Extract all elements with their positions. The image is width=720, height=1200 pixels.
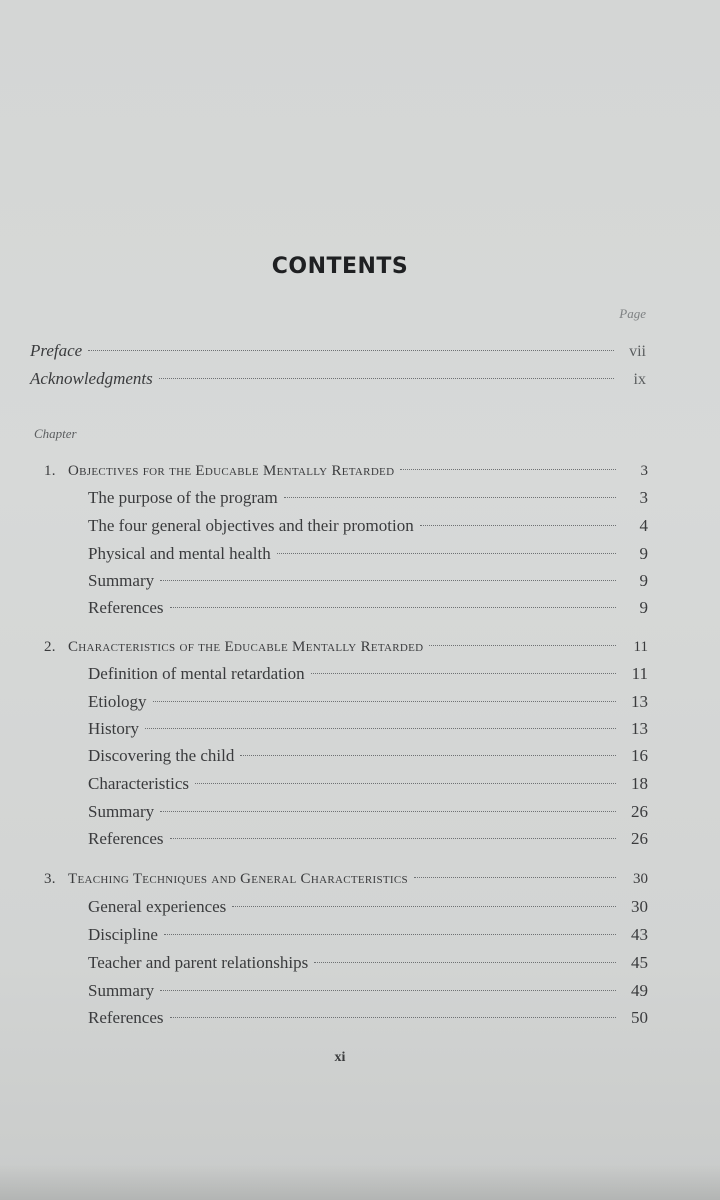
toc-section bbox=[88, 689, 648, 715]
toc-section-label: The four general objectives and their promotion bbox=[88, 516, 414, 535]
toc-entry-page: 43 bbox=[631, 925, 648, 944]
toc-chapter-1 bbox=[44, 458, 648, 484]
toc-entry-page: 30 bbox=[631, 897, 648, 916]
toc-entry-page: vii bbox=[629, 343, 646, 360]
toc-entry-page: 13 bbox=[631, 719, 648, 738]
toc-entry-page: 3 bbox=[640, 463, 648, 479]
toc-entry-page: 30 bbox=[633, 871, 648, 887]
dot-leader bbox=[232, 906, 616, 907]
dot-leader bbox=[160, 990, 616, 991]
toc-section bbox=[88, 799, 648, 825]
chapter-column-label: Chapter bbox=[34, 426, 77, 441]
toc-entry-page: 4 bbox=[639, 516, 648, 535]
toc-entry-page: 11 bbox=[631, 664, 648, 683]
dot-leader bbox=[170, 1017, 616, 1018]
toc-section bbox=[88, 716, 648, 742]
toc-section-label: Definition of mental retardation bbox=[88, 664, 305, 683]
toc-section-label: History bbox=[88, 719, 139, 738]
toc-entry-page: 18 bbox=[631, 774, 648, 793]
toc-entry-page: 50 bbox=[631, 1008, 648, 1027]
toc-chapter-2 bbox=[44, 634, 648, 660]
dot-leader bbox=[420, 525, 616, 526]
toc-section-label: References bbox=[88, 829, 164, 848]
dot-leader bbox=[400, 469, 616, 470]
toc-section bbox=[88, 826, 648, 852]
dot-leader bbox=[414, 877, 616, 878]
toc-section-label: References bbox=[88, 598, 164, 617]
toc-section bbox=[88, 743, 648, 769]
toc-entry-page: ix bbox=[633, 371, 646, 388]
dot-leader bbox=[240, 755, 616, 756]
dot-leader bbox=[277, 553, 616, 554]
toc-entry-page: 26 bbox=[631, 802, 648, 821]
toc-section-label: Characteristics bbox=[88, 774, 190, 793]
toc-section bbox=[88, 978, 648, 1004]
chapter-title: Characteristics of the Educable Mentally Retarded bbox=[68, 639, 424, 655]
toc-section-label: The purpose of the program bbox=[88, 488, 278, 507]
toc-section-label: Summary bbox=[88, 802, 155, 821]
toc-section-label: Summary bbox=[88, 571, 155, 590]
dot-leader bbox=[170, 838, 616, 839]
toc-section bbox=[88, 1005, 648, 1031]
toc-entry-label: Preface bbox=[30, 341, 83, 360]
toc-section bbox=[88, 485, 648, 511]
dot-leader bbox=[159, 378, 614, 379]
toc-entry-page: 16 bbox=[631, 746, 648, 765]
toc-section bbox=[88, 513, 648, 539]
toc-section bbox=[88, 541, 648, 567]
toc-chapter-3 bbox=[44, 866, 648, 892]
toc-section bbox=[88, 922, 648, 948]
page-number: xi bbox=[334, 1050, 346, 1065]
toc-section bbox=[88, 595, 648, 621]
chapter-number: 3. bbox=[44, 871, 56, 887]
toc-section-label: Physical and mental health bbox=[88, 544, 271, 563]
dot-leader bbox=[160, 580, 616, 581]
toc-entry-page: 26 bbox=[631, 829, 648, 848]
toc-section bbox=[88, 568, 648, 594]
toc-section-label: References bbox=[88, 1008, 164, 1027]
dot-leader bbox=[195, 783, 616, 784]
toc-entry-page: 9 bbox=[639, 544, 648, 563]
toc-entry-page: 49 bbox=[631, 981, 648, 1000]
toc-entry-page: 9 bbox=[639, 598, 648, 617]
toc-section bbox=[88, 771, 648, 797]
toc-section-label: General experiences bbox=[88, 897, 227, 916]
dot-leader bbox=[170, 607, 616, 608]
dot-leader bbox=[160, 811, 616, 812]
toc-section-label: Discovering the child bbox=[88, 746, 235, 765]
chapter-title: Objectives for the Educable Mentally Retarded bbox=[68, 463, 395, 479]
toc-section-label: Teacher and parent relationships bbox=[88, 953, 309, 972]
toc-entry-page: 3 bbox=[639, 488, 648, 507]
toc-entry-page: 11 bbox=[633, 639, 648, 655]
page-edge-shadow bbox=[0, 1164, 720, 1200]
dot-leader bbox=[88, 350, 614, 351]
page-title: CONTENTS bbox=[271, 254, 409, 279]
dot-leader bbox=[153, 701, 616, 702]
toc-section-label: Etiology bbox=[88, 692, 147, 711]
dot-leader bbox=[311, 673, 616, 674]
toc-section bbox=[88, 661, 648, 687]
toc-section bbox=[88, 950, 648, 976]
toc-entry-page: 45 bbox=[631, 953, 648, 972]
dot-leader bbox=[429, 645, 616, 646]
page-column-label: Page bbox=[619, 306, 646, 321]
dot-leader bbox=[284, 497, 616, 498]
toc-entry-label: Acknowledgments bbox=[30, 369, 153, 388]
toc-entry-page: 9 bbox=[639, 571, 648, 590]
chapter-number: 1. bbox=[44, 463, 56, 479]
dot-leader bbox=[145, 728, 616, 729]
dot-leader bbox=[314, 962, 616, 963]
toc-entry-acknowledgments bbox=[30, 366, 646, 392]
dot-leader bbox=[164, 934, 616, 935]
toc-entry-preface bbox=[30, 338, 646, 364]
toc-entry-page: 13 bbox=[631, 692, 648, 711]
toc-section bbox=[88, 894, 648, 920]
toc-section-label: Summary bbox=[88, 981, 155, 1000]
toc-section-label: Discipline bbox=[88, 925, 158, 944]
chapter-title: Teaching Techniques and General Characteristics bbox=[68, 871, 408, 887]
chapter-number: 2. bbox=[44, 639, 56, 655]
